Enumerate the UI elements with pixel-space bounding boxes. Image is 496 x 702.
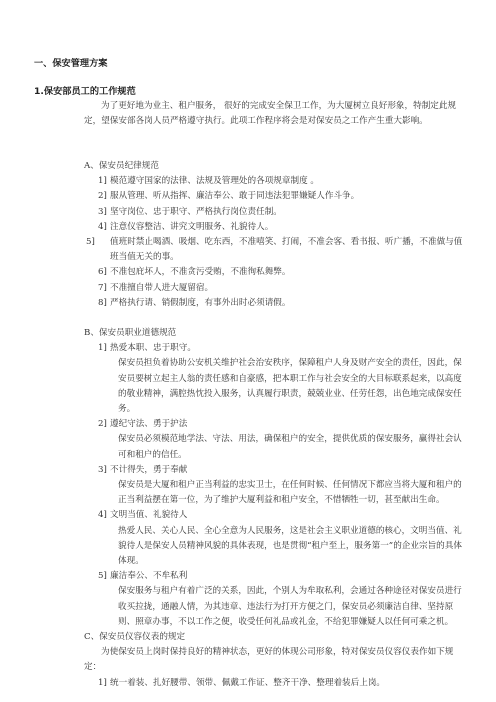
intro-text: 为了更好地为业主、租户服务， 很好的完成安全保卫工作，为大厦树立良好形象，特制定此规定，望保安部各岗人员严格遵守执行。此项工作程序将会是对保安员之工作产生重大影响。 (84, 101, 457, 127)
item-body: 保安员必须模范地学法、守法、用法，确保租户的安全，提供优质的保安服务，赢得社会认可和租户的信任。 (118, 434, 462, 460)
list-item: 2] 服从管理、听从指挥、廉洁奉公、敢于同违法犯罪嫌疑人作斗争。 (98, 191, 360, 202)
section-c (84, 630, 468, 691)
item-body: 保安服务与租户有着广泛的关系，因此，个别人为牟取私利，会通过各种途径对保安员进行收买拉拢，通融人情，为其违章、违法行为打开方便之门，保安员必须廉洁自律、坚持原则、照章办事，不以工作之便，收受任何礼品或礼金，不给犯罪嫌疑人以任何可乘之机。 (118, 586, 462, 627)
list-item: 1] 热爱本职、忠于职守。 (98, 343, 196, 354)
section-a (84, 159, 470, 311)
intro-paragraph (84, 99, 460, 129)
section-c-intro: 为使保安员上岗时保持良好的精神状态，更好的体现公司形象，特对保安员仪容仪表作如下规定： (84, 647, 454, 673)
list-item: 5] 廉洁奉公、不牟私利 (98, 571, 188, 582)
list-item: 1] 统一着装、扎好腰带、领带、佩戴工作证、整齐干净、整理着装后上岗。 (98, 677, 386, 688)
list-item: 5] 值班时禁止喝酒、吸烟、吃东西，不准嘻笑、打闹，不准会客、看书报、听广播，不准做与值班当值无关的事。 (86, 237, 463, 263)
section-c-title: C、保安员仪容仪表的规定 (84, 632, 186, 642)
section-b (84, 326, 468, 630)
list-item: 6] 不准包庇坏人，不准贪污受贿，不准徇私舞弊。 (98, 267, 291, 278)
subsection-heading: 1.保安部员工的工作规范 (34, 86, 136, 97)
list-item: 4] 注意仪容整洁、讲究文明服务、礼貌待人。 (98, 221, 274, 232)
list-item: 4] 文明当值、礼貌待人 (98, 510, 188, 521)
list-item: 8] 严格执行请、销假制度，有事外出时必须请假。 (98, 297, 291, 308)
item-body: 保安员担负着协助公安机关维护社会治安秩序，保障租户人身及财产安全的责任，因此，保安员要树立起主人翁的责任感和自豪感，把本职工作与社会安全的大目标联系起来，以高度的敬业精神，满腔热忱投入服务，认真履行职责，兢兢业业、任劳任怨，出色地完成保安任务。 (118, 358, 462, 414)
list-item: 2] 遵纪守法、勇于护法 (98, 419, 188, 430)
list-item: 7] 不准擅自带人进大厦留宿。 (98, 282, 214, 293)
section-heading: 一、保安管理方案 (34, 58, 108, 69)
item-body: 热爱人民、关心人民、全心全意为人民服务，这是社会主义职业道德的核心，文明当值、礼貌待人是保安人员精神风貌的具体表现，也是贯彻“租户至上，服务第一”的企业宗旨的具体体现。 (118, 525, 462, 567)
item-body: 保安员是大厦和租户正当利益的忠实卫士，在任何时候、任何情况下都应当将大厦和租户的正当利益摆在第一位，为了维护大厦利益和租户安全，不惜牺牲一切，甚至献出生命。 (118, 480, 462, 506)
list-item: 1] 模范遵守国家的法律、法规及管理处的各项规章制度 。 (98, 176, 319, 187)
section-b-title: B、保安员职业道德规范 (84, 328, 177, 338)
section-a-title: A、保安员纪律规范 (84, 161, 159, 171)
list-item: 3] 坚守岗位、忠于职守、严格执行岗位责任制。 (98, 206, 282, 217)
list-item: 3] 不计得失，勇于奉献 (98, 464, 188, 475)
